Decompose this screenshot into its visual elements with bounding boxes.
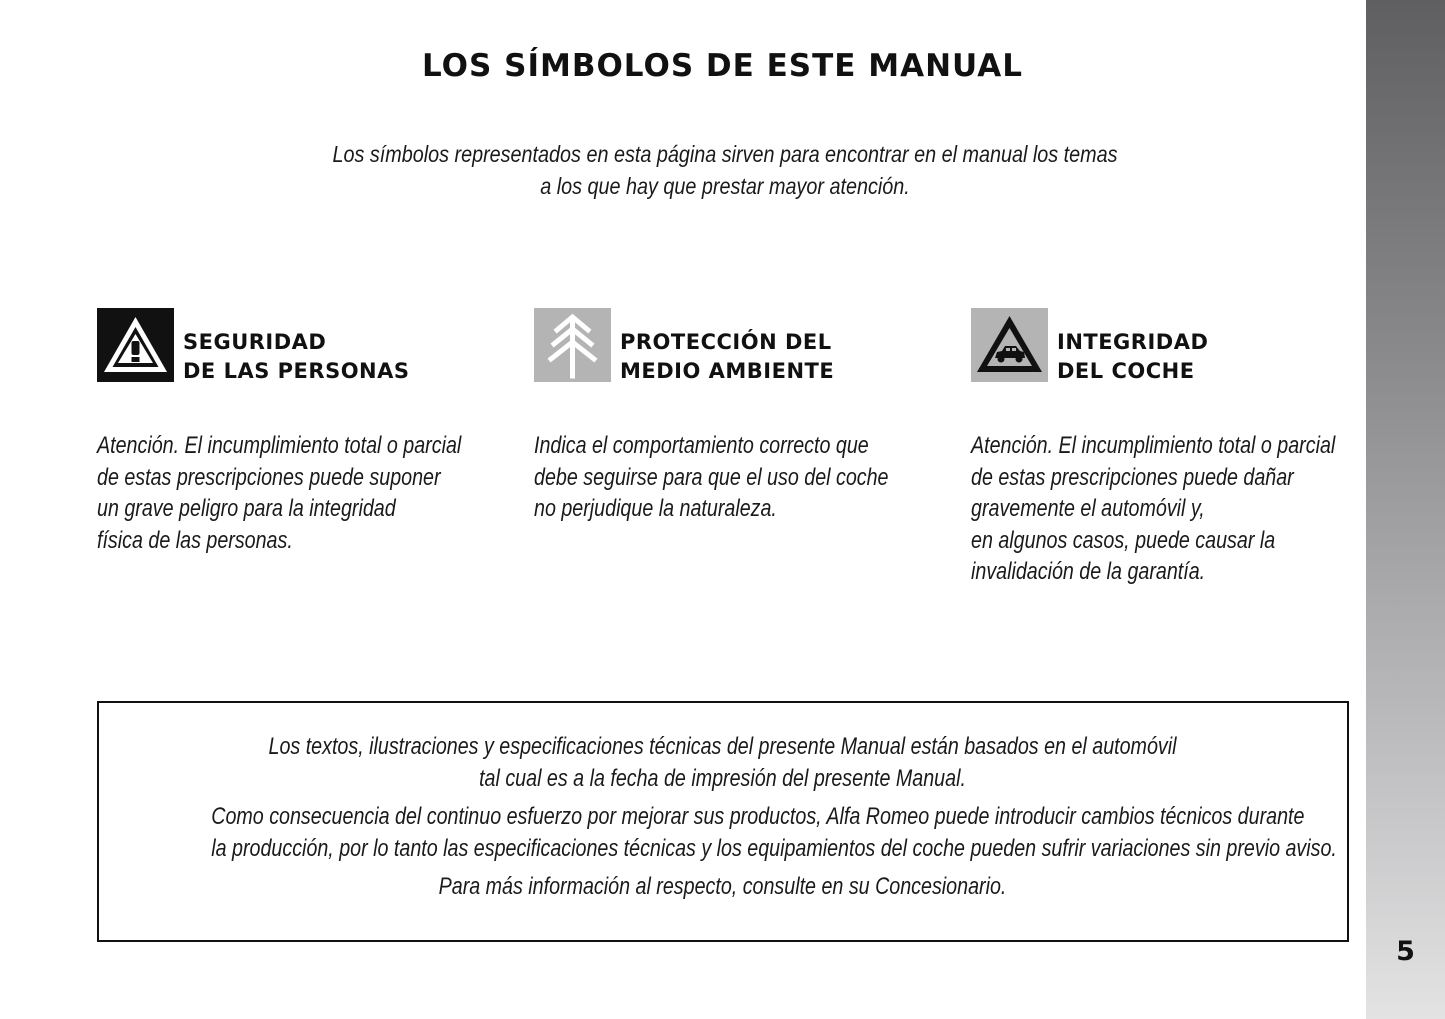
tree-icon: [534, 308, 611, 382]
description-line: en algunos casos, puede causar la: [971, 526, 1276, 554]
side-tab: [1366, 0, 1445, 1019]
notice-paragraph: [211, 801, 1337, 865]
intro-line: Los símbolos representados en esta página sirven para encontrar en el manual los temas: [332, 141, 1118, 167]
intro-line: a los que hay que prestar mayor atención.: [540, 173, 910, 199]
heading-line: SEGURIDAD: [183, 330, 327, 354]
notice-line: Los textos, ilustraciones y especificaciones técnicas del presente Manual están basados en el automóvil: [268, 733, 1177, 760]
description-line: de estas prescripciones puede dañar: [971, 463, 1294, 491]
symbol-description: [97, 430, 461, 556]
heading-line: DEL COCHE: [1057, 359, 1195, 383]
description-line: gravemente el automóvil y,: [971, 495, 1205, 522]
notice-line: tal cual es a la fecha de impresión del presente Manual.: [479, 765, 966, 792]
symbol-heading: [1057, 328, 1208, 386]
symbol-description: [534, 430, 888, 525]
description-line: Atención. El incumplimiento total o parcial: [97, 432, 462, 459]
notice-box: [97, 701, 1349, 942]
heading-line: DE LAS PERSONAS: [183, 359, 410, 383]
notice-line: Para más información al respecto, consulte en su Concesionario.: [438, 873, 1007, 900]
description-line: Atención. El incumplimiento total o parcial: [971, 432, 1336, 459]
symbol-heading: [620, 328, 834, 386]
description-line: física de las personas.: [97, 526, 293, 554]
description-line: Indica el comportamiento correcto que: [534, 432, 869, 459]
symbol-heading: [183, 328, 410, 386]
page-title: LOS SÍMBOLOS DE ESTE MANUAL: [422, 48, 1023, 84]
description-line: debe seguirse para que el uso del coche: [534, 463, 889, 491]
heading-line: MEDIO AMBIENTE: [620, 359, 835, 383]
heading-line: PROTECCIÓN DEL: [620, 330, 832, 354]
notice-paragraph: [211, 731, 1234, 795]
symbol-description: [971, 430, 1335, 588]
description-line: invalidación de la garantía.: [971, 558, 1206, 585]
page-number: 5: [1396, 936, 1415, 967]
warning-triangle-icon: [97, 308, 174, 382]
description-line: no perjudique la naturaleza.: [534, 495, 777, 522]
description-line: un grave peligro para la integridad: [97, 495, 396, 522]
car-warning-icon: [971, 308, 1048, 382]
notice-paragraph: [211, 871, 1234, 903]
notice-line: Como consecuencia del continuo esfuerzo por mejorar sus productos, Alfa Romeo puede introducir cambios técnicos durante: [211, 803, 1305, 830]
notice-line: la producción, por lo tanto las especificaciones técnicas y los equipamientos del coche pueden sufrir variaciones sin previo aviso.: [211, 835, 1337, 862]
description-line: de estas prescripciones puede suponer: [97, 463, 441, 491]
heading-line: INTEGRIDAD: [1057, 330, 1209, 354]
intro-text: [317, 138, 1134, 202]
